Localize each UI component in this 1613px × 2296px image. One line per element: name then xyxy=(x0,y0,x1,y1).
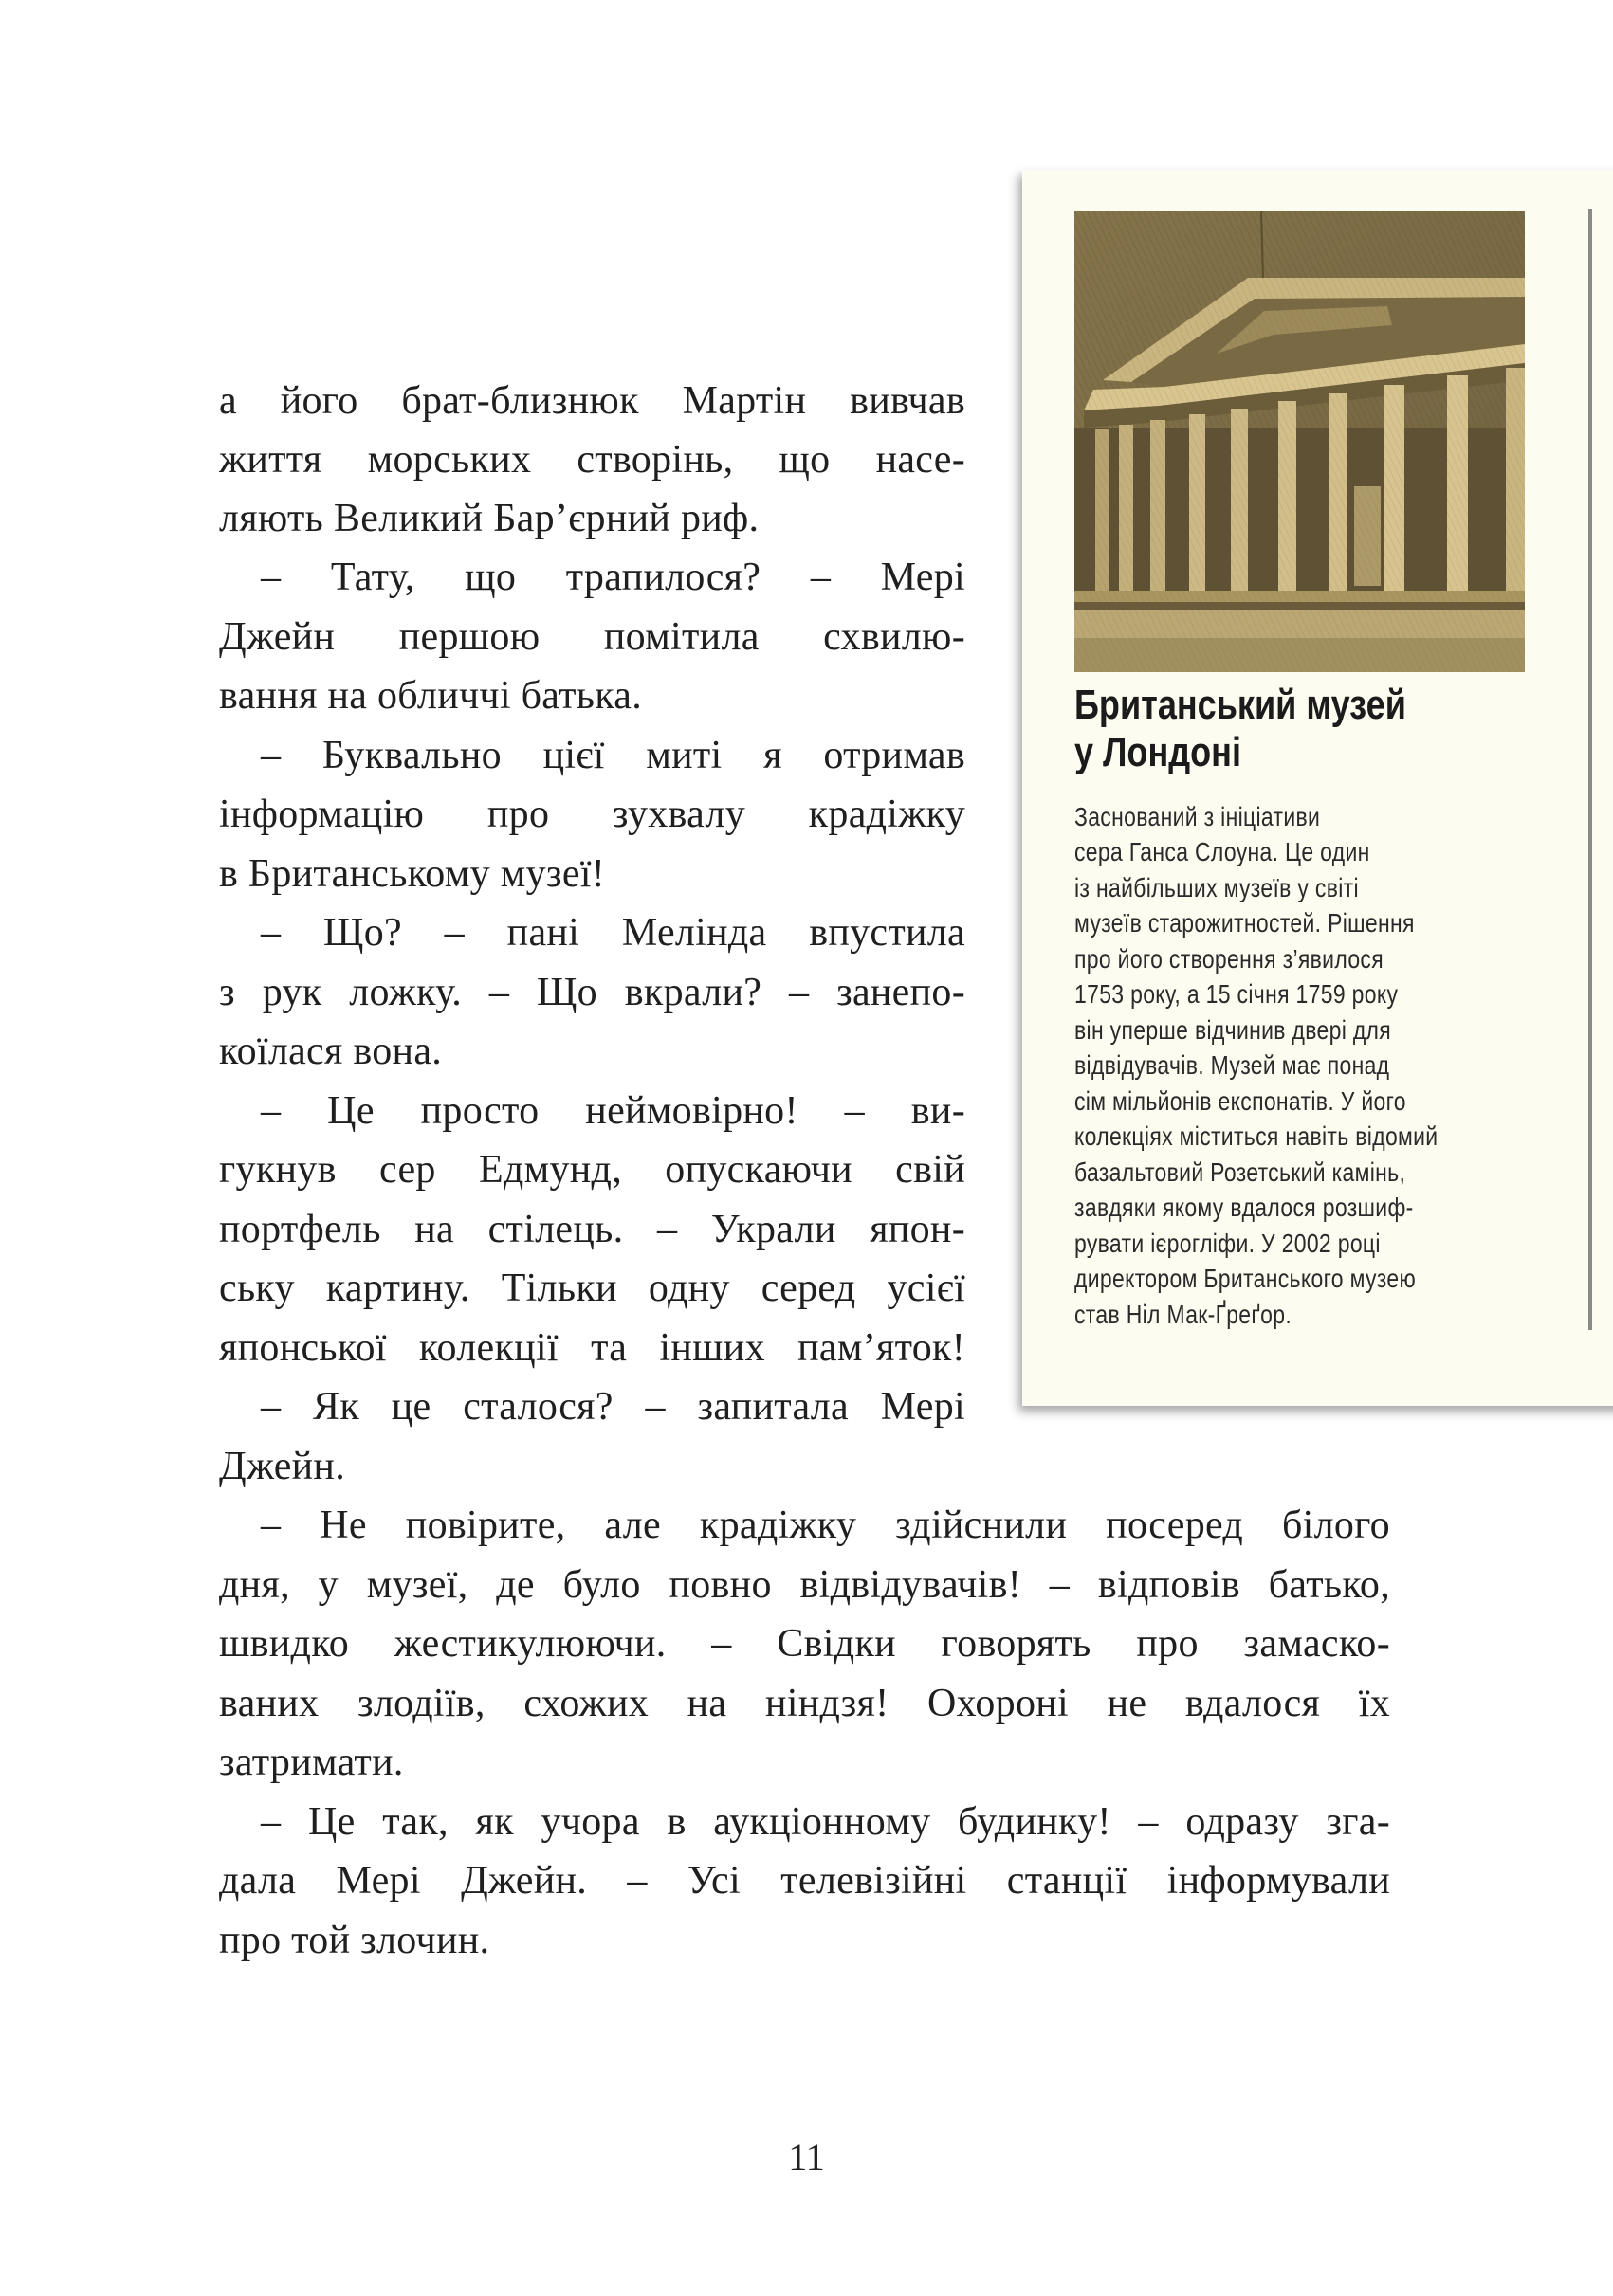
text-line: а його брат-близнюк Мартін вивчав xyxy=(219,379,965,423)
caption-line: Заснований з ініціативи xyxy=(1074,802,1321,831)
caption-line: став Ніл Мак-Ґреґор. xyxy=(1074,1300,1292,1329)
caption-line: колекціях міститься навіть відомий xyxy=(1074,1121,1439,1151)
sidebar-title-line-1: Британський музей xyxy=(1074,682,1406,728)
caption-line: він уперше відчинив двері для xyxy=(1074,1015,1392,1045)
text-line: вання на обличчі батька. xyxy=(219,674,643,718)
british-museum-illustration xyxy=(1074,211,1525,672)
text-line: гукнув сер Едмунд, опускаючи свій xyxy=(219,1148,965,1192)
text-line: – Не повірите, але крадіжку здійснили посеред білого xyxy=(261,1503,1390,1547)
text-line: – Як це сталося? – запитала Мері xyxy=(261,1385,965,1429)
caption-line: про його створення з’явилося xyxy=(1074,944,1384,974)
caption-line: директором Британського музею xyxy=(1074,1264,1416,1293)
caption-line: відвідувачів. Музей має понад xyxy=(1074,1050,1390,1080)
text-line: Джейн. xyxy=(219,1445,346,1488)
text-line: ляють Великий Бар’єрний риф. xyxy=(219,497,760,540)
caption-line: рувати ієрогліфи. У 2002 році xyxy=(1074,1229,1381,1258)
page-number: 11 xyxy=(788,2136,825,2178)
sidebar-title-line-2: у Лондоні xyxy=(1074,729,1242,775)
text-line: ську картину. Тільки одну серед усієї xyxy=(219,1266,965,1310)
text-line: з рук ложку. – Що вкрали? – занепо- xyxy=(219,971,965,1014)
text-line: – Буквально цієї миті я отримав xyxy=(261,734,965,777)
text-line: про той злочин. xyxy=(219,1919,490,1962)
text-line: затримати. xyxy=(219,1740,404,1784)
text-line: – Що? – пані Мелінда впустила xyxy=(261,911,965,955)
caption-line: базальтовий Розетський камінь, xyxy=(1074,1157,1406,1187)
text-line: дня, у музеї, де було повно відвідувачів! – відповів батько, xyxy=(219,1563,1390,1607)
text-line: ваних злодіїв, схожих на ніндзя! Охороні не вдалося їх xyxy=(219,1682,1390,1725)
text-line: швидко жестикулюючи. – Свідки говорять про замаско- xyxy=(219,1622,1390,1666)
caption-line: завдяки якому вдалося розшиф- xyxy=(1074,1193,1414,1222)
museum-sketch xyxy=(1074,211,1525,672)
text-line: Джейн першою помітила схвилю- xyxy=(219,615,965,659)
text-line: – Тату, що трапилося? – Мері xyxy=(261,556,965,599)
text-line: дала Мері Джейн. – Усі телевізійні станції інформували xyxy=(219,1859,1390,1903)
text-line: японської колекції та інших пам’яток! xyxy=(219,1326,965,1370)
text-line: портфель на стілець. – Украли япон- xyxy=(219,1208,965,1251)
text-line: – Це так, як учора в аукціонному будинку! – одразу зга- xyxy=(261,1800,1390,1844)
text-line: інформацію про зухвалу крадіжку xyxy=(219,793,965,836)
text-line: життя морських створінь, що насе- xyxy=(219,438,965,482)
vertical-rule xyxy=(1588,209,1592,1330)
caption-line: сера Ганса Слоуна. Це один xyxy=(1074,837,1370,866)
text-line: в Британському музеї! xyxy=(219,852,606,896)
info-sidebar xyxy=(1022,170,1613,1406)
text-line: – Це просто неймовірно! – ви- xyxy=(261,1089,965,1133)
caption-line: із найбільших музеїв у світі xyxy=(1074,873,1359,902)
text-line: коїлася вона. xyxy=(219,1030,443,1073)
caption-line: сім мільйонів експонатів. У його xyxy=(1074,1086,1406,1116)
caption-line: 1753 року, а 15 січня 1759 року xyxy=(1074,979,1399,1009)
caption-line: музеїв старожитностей. Рішення xyxy=(1074,908,1415,938)
